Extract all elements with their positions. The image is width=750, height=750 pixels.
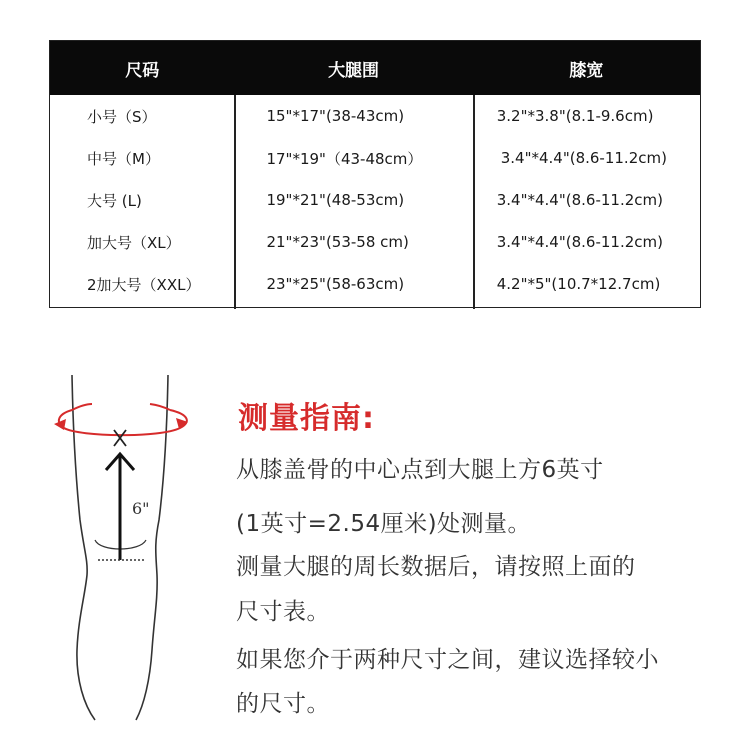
cell-thigh: 19"*21"(48-53cm) (266, 191, 405, 209)
six-inch-label: 6" (132, 499, 150, 518)
guide-line: (1英寸=2.54厘米)处测量。 (236, 511, 532, 537)
guide-title: 测量指南: (238, 401, 375, 436)
ring-arrowhead-left (54, 419, 66, 430)
cell-size: 加大号（XL） (87, 233, 181, 252)
cell-thigh: 15"*17"(38-43cm) (266, 107, 405, 125)
guide-line: 从膝盖骨的中心点到大腿上方6英寸 (236, 457, 604, 483)
table-row (50, 263, 700, 305)
guide-line: 尺寸表。 (236, 599, 330, 625)
cell-size: 2加大号（XXL） (87, 275, 201, 294)
table-row (50, 95, 700, 137)
table-header (50, 41, 700, 95)
leg-outline-left (72, 375, 95, 720)
cell-thigh: 21"*23"(53-58 cm) (266, 233, 409, 251)
cell-knee: 3.4"*4.4"(8.6-11.2cm) (496, 233, 663, 251)
thigh-circumference-ring (59, 404, 187, 435)
header-thigh-circumference: 大腿围 (328, 60, 380, 81)
cell-size: 中号（M） (87, 149, 160, 168)
guide-line: 测量大腿的周长数据后，请按照上面的 (236, 554, 636, 580)
leg-outline-right (136, 375, 168, 720)
cell-knee: 3.4"*4.4"(8.6-11.2cm) (496, 191, 663, 209)
center-point-marker (114, 430, 126, 446)
cell-knee: 4.2"*5"(10.7*12.7cm) (496, 275, 661, 293)
table-row (50, 137, 700, 179)
knee-measurement-diagram (40, 370, 220, 740)
guide-line: 如果您介于两种尺寸之间，建议选择较小 (236, 647, 659, 673)
table-row (50, 221, 700, 263)
header-size: 尺码 (125, 60, 160, 81)
cell-size: 大号 (L) (87, 191, 142, 210)
cell-knee: 3.2"*3.8"(8.1-9.6cm) (496, 107, 654, 125)
column-divider (473, 95, 475, 309)
cell-knee: 3.4"*4.4"(8.6-11.2cm) (500, 149, 667, 167)
cell-size: 小号（S） (87, 107, 157, 126)
guide-line: 的尺寸。 (236, 691, 330, 717)
table-body (50, 95, 700, 309)
table-row (50, 179, 700, 221)
cell-thigh: 17"*19"（43-48cm） (266, 149, 423, 168)
cell-thigh: 23"*25"(58-63cm) (266, 275, 405, 293)
column-divider (234, 95, 236, 309)
header-knee-width: 膝宽 (569, 60, 604, 81)
size-chart-table (49, 40, 701, 308)
